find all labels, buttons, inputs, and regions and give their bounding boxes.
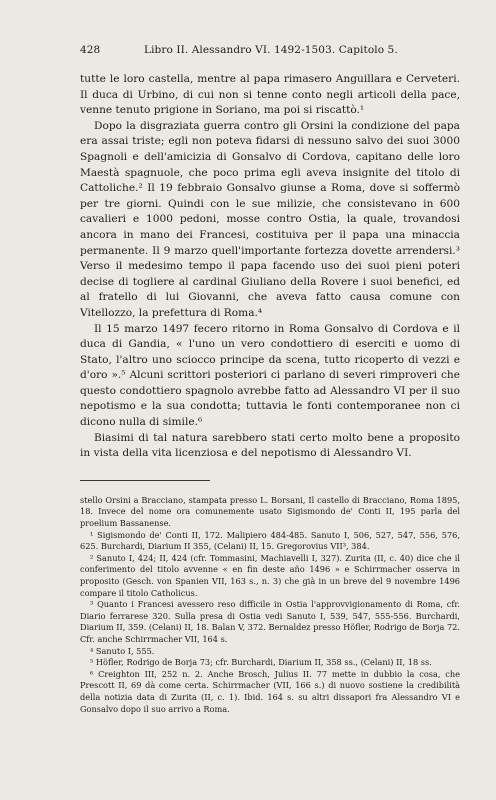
footnote-4: ⁴ Sanuto I, 555. xyxy=(90,645,155,656)
paragraph-2: Dopo la disgraziata guerra contro gli Orsini la condizione del papa era assai triste; egli non poteva fidarsi di nessuno salvo dei suoi 3000 Spagnoli e dell'amicizia di Gonsalvo di Cordova, capitano delle loro Maestà spagnuole, che poco prima egli aveva insignite del titolo di Cattoliche.² Il 19 febbraio Gonsalvo giunse a Roma, dove si soffermò per tre giorni. Quindi con le sue milizie, che consistevano in 600 cavalieri e 1000 pedoni, mosse contro Ostia, la quale, trovandosi ancora in mano dei Francesi, costituiva per il papa una minaccia permanente. Il 9 marzo quell'importante fortezza dovette arrendersi.³ Verso il medesimo tempo il papa facendo uso dei suoi pieni poteri decise di togliere al cardinal Giuliano della Rovere i suoi benefici, ed al fratello di lui Giovanni, che aveva fatto causa comune con Vitellozzo, la prefettura di Roma.⁴ xyxy=(80,119,460,319)
main-text xyxy=(80,72,460,462)
running-header xyxy=(80,44,460,60)
footnote-divider xyxy=(80,480,210,481)
footnotes xyxy=(80,495,460,715)
running-title: Libro II. Alessandro VI. 1492-1503. Capitolo 5. xyxy=(144,44,398,56)
footnote-2: ² Sanuto I, 424; II, 424 (cfr. Tommasini, Machiavelli I, 327). Zurita (II, c. 40) dice che il conferimento del titolo avvenne « en fin deste año 1496 » e Schirrmacher osserva in proposito (Gesch. von Spanien VII, 163 s., n. 3) che già in un breve del 9 novembre 1496 compare il titolo Catholicus. xyxy=(80,552,460,598)
footnote-continuation: stello Orsini a Bracciano, stampata presso L. Borsani, Il castello di Bracciano, Roma 1895, 18. Invece del nome ora comunemente usato Sigismondo de' Conti II, 195 parla del proelium Bassanense. xyxy=(80,494,460,529)
paragraph-3: Il 15 marzo 1497 fecero ritorno in Roma Gonsalvo di Cordova e il duca di Gandia, « l'uno un vero condottiero di eserciti e uomo di Stato, l'altro uno sciocco principe da scena, tutto ricoperto di vezzi e d'oro ».⁵ Alcuni scrittori posteriori ci parlano di severi rimproveri che questo condottiero spagnolo avrebbe fatto ad Alessandro VI per il suo nepotismo e la sua condotta; tuttavia le fonti contemporanee non ci dicono nulla di simile.⁶ xyxy=(80,322,460,429)
footnote-3: ³ Quanto i Francesi avessero reso difficile in Ostia l'approvvigionamento di Roma, cfr. Diario ferrarese 320. Sulla presa di Ostia vedi Sanuto I, 539, 547, 555-556. Burchardi, Diarium II, 359. (Celani) II, 18. Balan V, 372. Bernaldez presso Höfler, Rodrigo de Borja 72. Cfr. anche Schirrmacher VII, 164 s. xyxy=(80,599,460,644)
footnote-6: ⁶ Creighton III, 252 n. 2. Anche Brosch, Julius II. 77 mette in dubbio la cosa, che Prescott II, 69 dà come certa. Schirrmacher (VII, 166 s.) di nuovo sostiene la credibilità della notizia data di Zurita (II, c. 1). Ibid. 164 s. su altri dissapori fra Alessandro VI e Gonsalvo dopo il suo arrivo a Roma. xyxy=(80,668,460,714)
footnote-5: ⁵ Höfler, Rodrigo de Borja 73; cfr. Burchardi, Diarium II, 358 ss., (Celani) II, 18 ss. xyxy=(90,657,432,668)
page-number: 428 xyxy=(80,44,101,56)
footnote-1: ¹ Sigismondo de' Conti II, 172. Malipiero 484-485. Sanuto I, 506, 527, 547, 556, 576, 625. Burchardi, Diarium II 355, (Celani) II, 15. Gregorovius VII³, 384. xyxy=(80,529,460,552)
paragraph-4: Biasimi di tal natura sarebbero stati certo molto bene a proposito in vista della vita licenziosa e del nepotismo di Alessandro VI. xyxy=(80,431,460,460)
paragraph-1: tutte le loro castella, mentre al papa rimasero Anguillara e Cerveteri. Il duca di Urbino, di cui non si tenne conto negli articoli della pace, venne tenuto prigione in Soriano, ma poi si riscattò.¹ xyxy=(80,73,460,117)
